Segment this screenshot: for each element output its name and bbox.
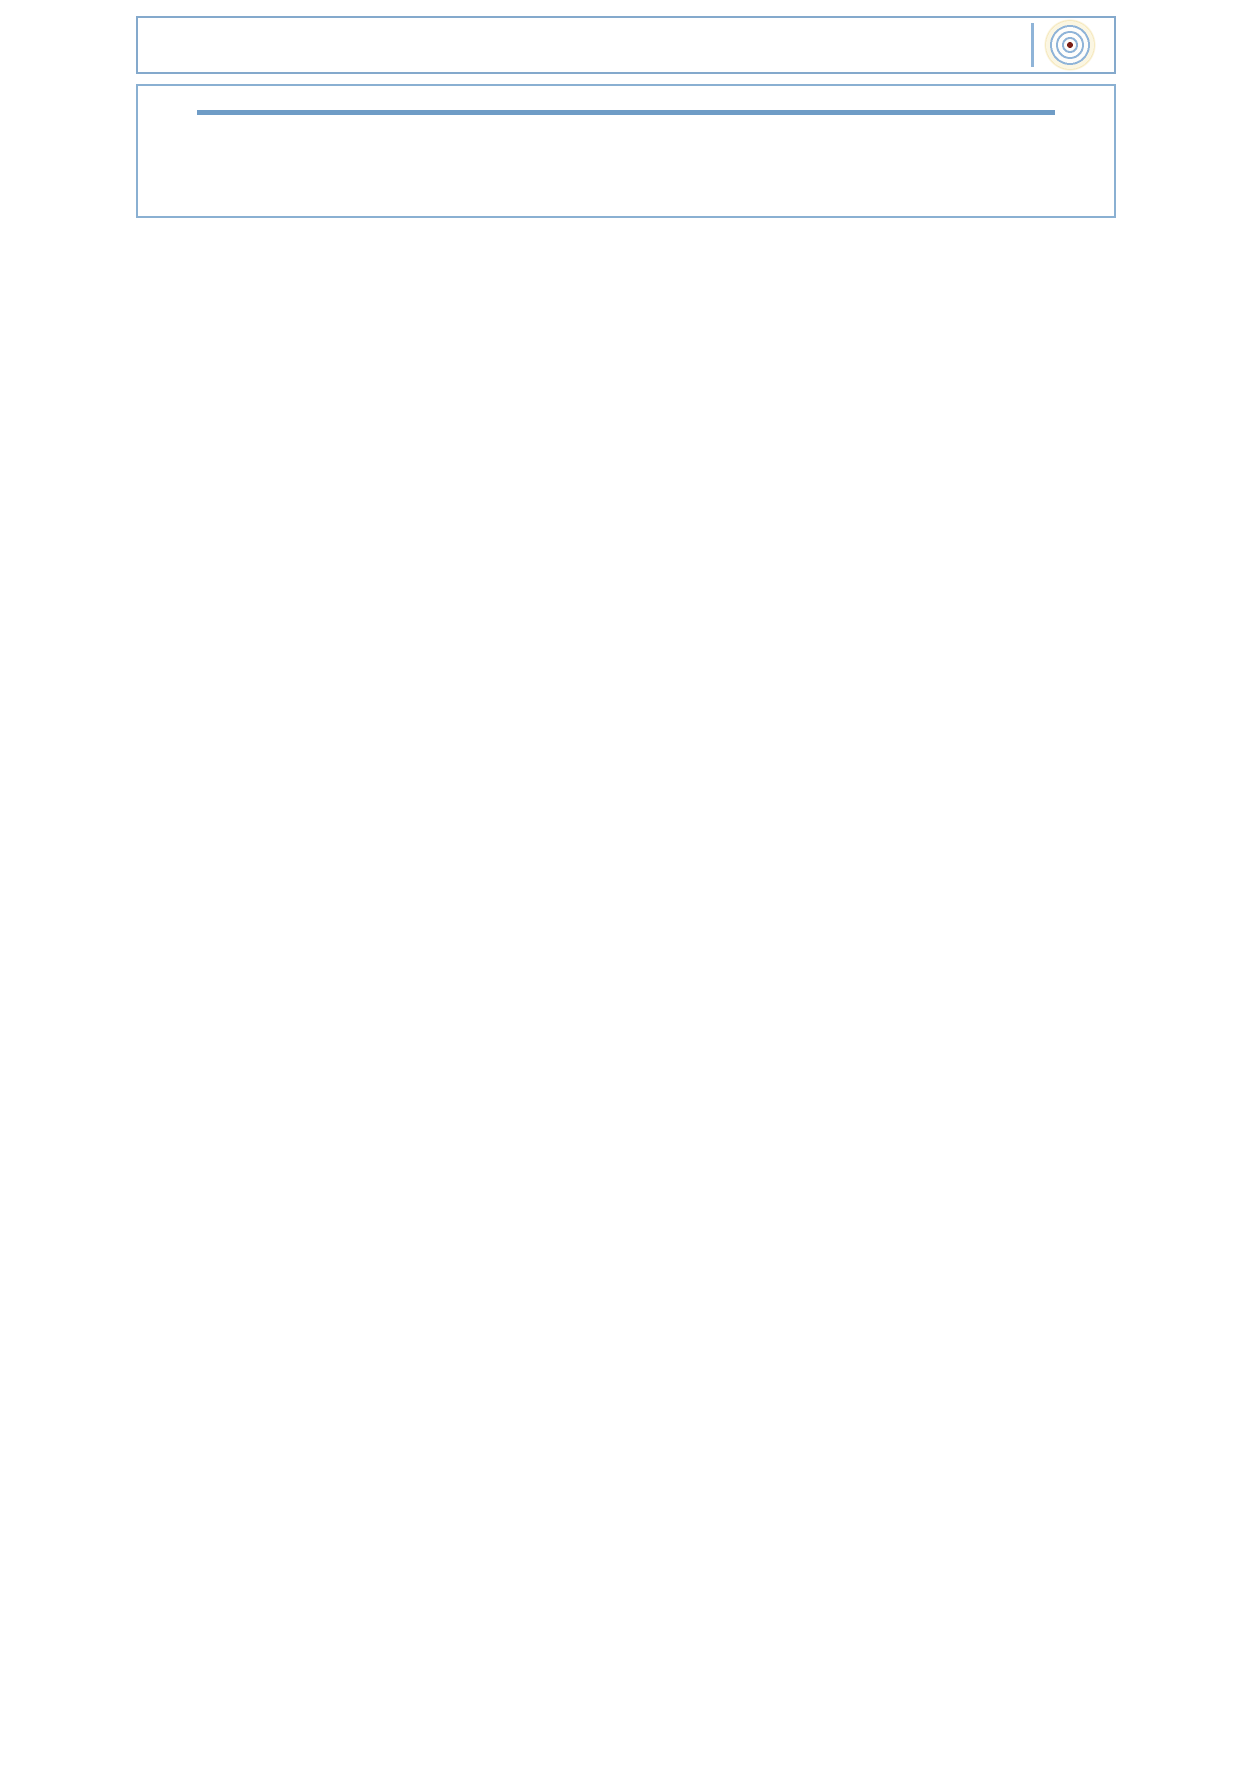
pgam-line xyxy=(160,167,1092,206)
brand-logo xyxy=(1021,19,1096,71)
sefirah-name xyxy=(622,167,630,206)
section-divider xyxy=(197,110,1054,115)
logo-divider xyxy=(1031,23,1034,67)
contact-info xyxy=(156,33,164,57)
page xyxy=(0,0,1252,218)
main-content-box xyxy=(136,84,1116,218)
psalm-menorah-section xyxy=(160,131,1092,149)
psalm-column xyxy=(570,131,1092,149)
header xyxy=(136,16,1116,74)
spiral-target-icon xyxy=(1044,19,1096,71)
separator xyxy=(156,33,164,57)
